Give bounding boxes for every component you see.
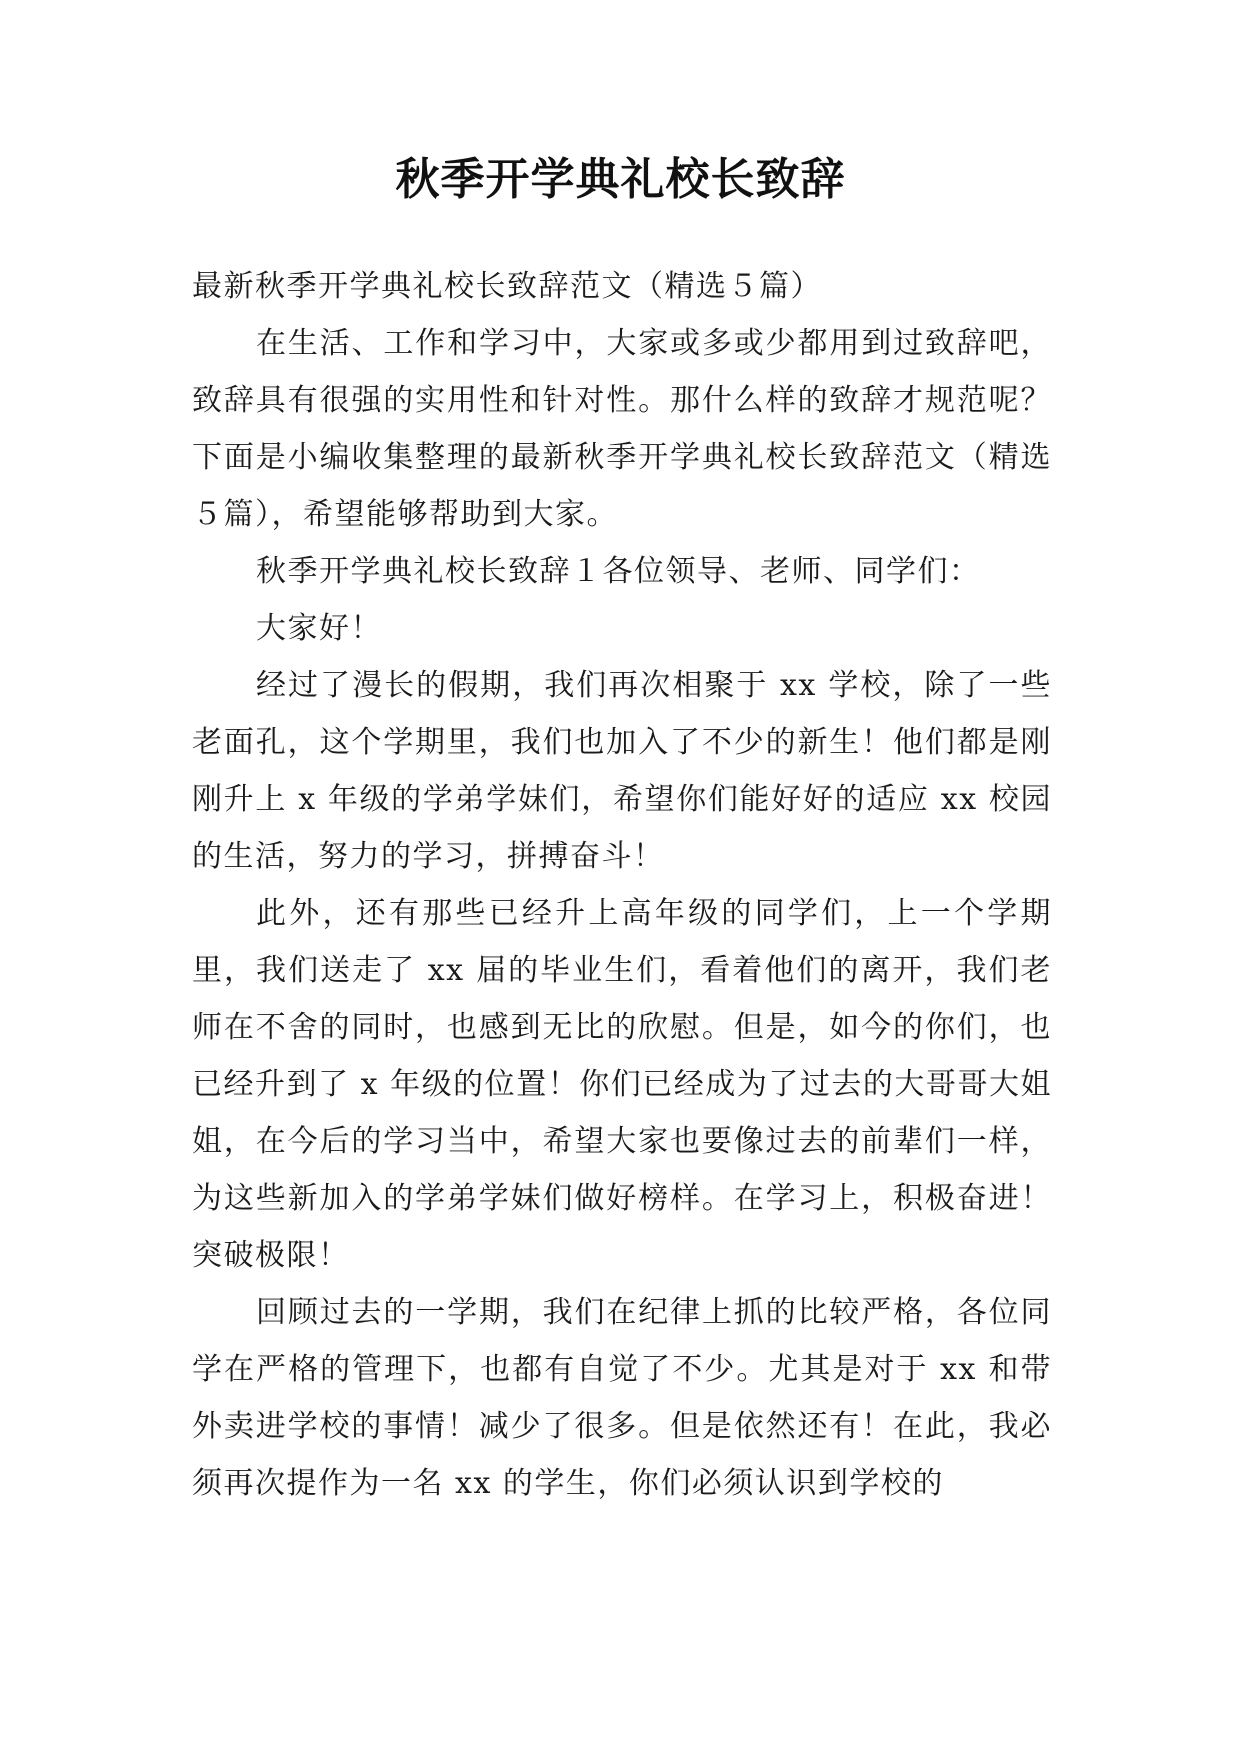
paragraph: 大家好！ — [256, 611, 382, 646]
paragraph: 秋季开学典礼校长致辞１各位领导、老师、同学们： — [256, 554, 981, 589]
document-body — [192, 258, 1052, 1512]
paragraph: 在生活、工作和学习中，大家或多或少都用到过致辞吧，致辞具有很强的实用性和针对性。那什么样的致辞才规范呢？下面是小编收集整理的最新秋季开学典礼校长致辞范文（精选５篇），希望能够帮助到大家。 — [192, 326, 1052, 532]
document-title: 秋季开学典礼校长致辞 — [395, 154, 846, 205]
paragraph: 回顾过去的一学期，我们在纪律上抓的比较严格，各位同学在严格的管理下，也都有自觉了不少。尤其是对于 xx 和带外卖进学校的事情！减少了很多。但是依然还有！在此，我必须再次提作为一名 xx 的学生，你们必须认识到学校的 — [192, 1295, 1052, 1501]
paragraph-subtitle: 最新秋季开学典礼校长致辞范文（精选５篇） — [192, 269, 822, 304]
paragraph: 经过了漫长的假期，我们再次相聚于 xx 学校，除了一些老面孔，这个学期里，我们也加入了不少的新生！他们都是刚刚升上 x 年级的学弟学妹们，希望你们能好好的适应 xx 校园的生活，努力的学习，拼搏奋斗！ — [192, 668, 1052, 874]
paragraph: 此外，还有那些已经升上高年级的同学们，上一个学期里，我们送走了 xx 届的毕业生们，看着他们的离开，我们老师在不舍的同时，也感到无比的欣慰。但是，如今的你们，也已经升到了 x 年级的位置！你们已经成为了过去的大哥哥大姐姐，在今后的学习当中，希望大家也要像过去的前辈们一样，为这些新加入的学弟学妹们做好榜样。在学习上，积极奋进！突破极限！ — [192, 896, 1052, 1273]
